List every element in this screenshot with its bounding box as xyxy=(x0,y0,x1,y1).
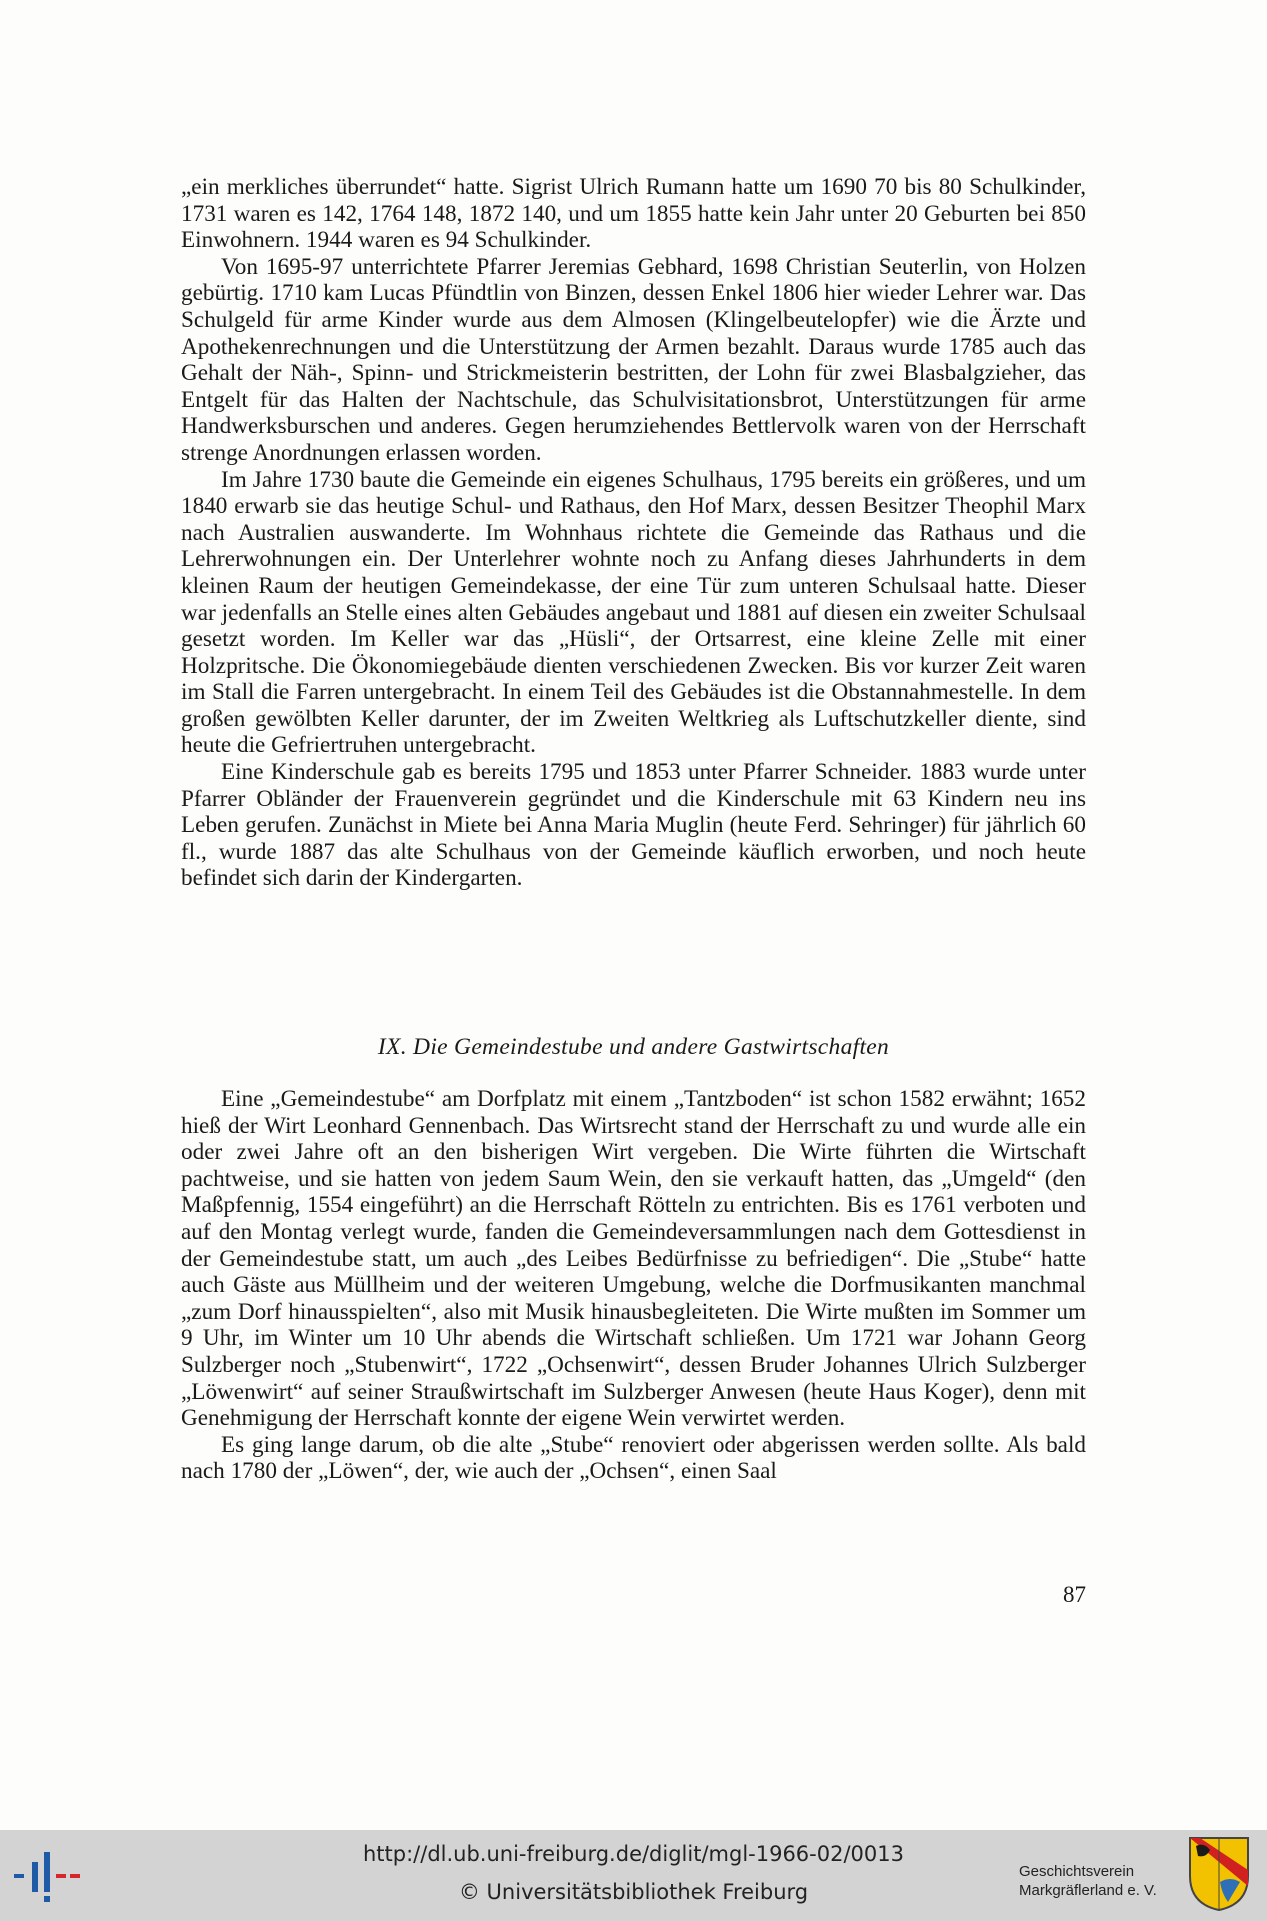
coat-of-arms-icon xyxy=(1188,1836,1250,1912)
copyright-text: © Universitätsbibliothek Freiburg xyxy=(458,1880,809,1904)
paragraph: Eine „Gemeindestube“ am Dorfplatz mit einem „Tantzboden“ ist schon 1582 erwähnt; 1652 hieß der Wirt Leonhard Gennenbach. Das Wirtsrecht stand der Herrschaft zu und wurde alle ein oder zwei Jahre oft an den bisherigen Wirt vergeben. Die Wirte führten die Wirtschaft pachtweise, und sie hatten von jedem Saum Wein, den sie verkauft hatten, das „Umgeld“ (den Maßpfennig, 1554 eingeführt) an die Herrschaft Rötteln zu entrichten. Bis es 1761 verboten und auf den Montag verlegt wurde, fanden die Gemeindeversammlungen nach dem Gottesdienst in der Gemeindestube statt, um auch „des Leibes Bedürfnisse zu befriedigen“. Die „Stube“ hatte auch Gäste aus Müllheim und der weiteren Umgebung, welche die Dorfmusikanten manchmal „zum Dorf hinausspielten“, also mit Musik hinausbegleiteten. Die Wirte mußten im Sommer um 9 Uhr, im Winter um 10 Uhr abends die Wirtschaft schließen. Um 1721 war Johann Georg Sulzberger noch „Stubenwirt“, 1722 „Ochsenwirt“, dessen Bruder Johannes Ulrich Sulzberger „Löwenwirt“ auf seiner Straußwirtschaft im Sulzberger Anwesen (heute Haus Koger), denn mit Genehmigung der Herrschaft konnte der eigene Wein verwirtet werden. xyxy=(181,1086,1086,1432)
paragraph: Von 1695-97 unterrichtete Pfarrer Jeremias Gebhard, 1698 Christian Seuterlin, von Holzen gebürtig. 1710 kam Lucas Pfündtlin von Binzen, dessen Enkel 1806 hier wieder Lehrer war. Das Schulgeld für arme Kinder wurde aus dem Almosen (Klingelbeutelopfer) wie die Ärzte und Apothekenrechnungen und die Unterstützung der Armen bezahlt. Daraus wurde 1785 auch das Gehalt der Näh-, Spinn- und Strickmeisterin bestritten, der Lohn für zwei Blasbalgzieher, das Entgelt für das Halten der Nachtschule, das Schulvisitationsbrot, Unterstützungen für arme Handwerksburschen und anderes. Gegen herumziehendes Bettlervolk waren von der Herrschaft strenge Anordnungen erlassen worden. xyxy=(181,253,1086,466)
body-text-top xyxy=(181,174,1086,892)
section-heading: IX. Die Gemeindestube und andere Gastwirtschaften xyxy=(377,1034,890,1060)
page-number: 87 xyxy=(1063,1582,1086,1607)
paragraph: Es ging lange darum, ob die alte „Stube“ renoviert oder abgerissen werden sollte. Als bald nach 1780 der „Löwen“, der, wie auch der „Ochsen“, einen Saal xyxy=(181,1431,1086,1485)
paragraph: „ein merkliches überrundet“ hatte. Sigrist Ulrich Rumann hatte um 1690 70 bis 80 Schulkinder, 1731 waren es 142, 1764 148, 1872 140, und um 1855 hatte kein Jahr unter 20 Geburten bei 850 Einwohnern. 1944 waren es 94 Schulkinder. xyxy=(181,174,1086,254)
document-url-link[interactable]: http://dl.ub.uni-freiburg.de/diglit/mgl-1966-02/0013 xyxy=(362,1842,904,1866)
society-name-line2: Markgräflerland e. V. xyxy=(1019,1882,1157,1899)
body-text-bottom xyxy=(181,1086,1086,1485)
paragraph: Im Jahre 1730 baute die Gemeinde ein eigenes Schulhaus, 1795 bereits ein größeres, und um 1840 erwarb sie das heutige Schul- und Rathaus, den Hof Marx, dessen Besitzer Theophil Marx nach Australien auswanderte. Im Wohnhaus richtete die Gemeinde das Rathaus und die Lehrerwohnungen ein. Der Unterlehrer wohnte noch zu Anfang dieses Jahrhunderts in dem kleinen Raum der heutigen Gemeindekasse, der eine Tür zum unteren Schulsaal hatte. Dieser war jedenfalls an Stelle eines alten Gebäudes angebaut und 1881 auf diesen ein zweiter Schulsaal gesetzt worden. Im Keller war das „Hüsli“, der Ortsarrest, eine kleine Zelle mit einer Holzpritsche. Die Ökonomiegebäude dienten verschiedenen Zwecken. Bis vor kurzer Zeit waren im Stall die Farren untergebracht. In einem Teil des Gebäudes ist die Obstannahmestelle. In dem großen gewölbten Keller darunter, der im Zweiten Weltkrieg als Luftschutzkeller diente, sind heute die Gefriertruhen untergebracht. xyxy=(181,466,1086,759)
society-name xyxy=(1019,1862,1189,1900)
footer-bar xyxy=(0,1830,1267,1921)
paragraph: Eine Kinderschule gab es bereits 1795 und 1853 unter Pfarrer Schneider. 1883 wurde unter Pfarrer Obländer der Frauenverein gegründet und die Kinderschule mit 63 Kindern neu ins Leben gerufen. Zunächst in Miete bei Anna Maria Muglin (heute Ferd. Sehringer) für jährlich 60 fl., wurde 1887 das alte Schulhaus von der Gemeinde käuflich erworben, und noch heute befindet sich darin der Kindergarten. xyxy=(181,759,1086,892)
society-name-line1: Geschichtsverein xyxy=(1019,1863,1135,1880)
